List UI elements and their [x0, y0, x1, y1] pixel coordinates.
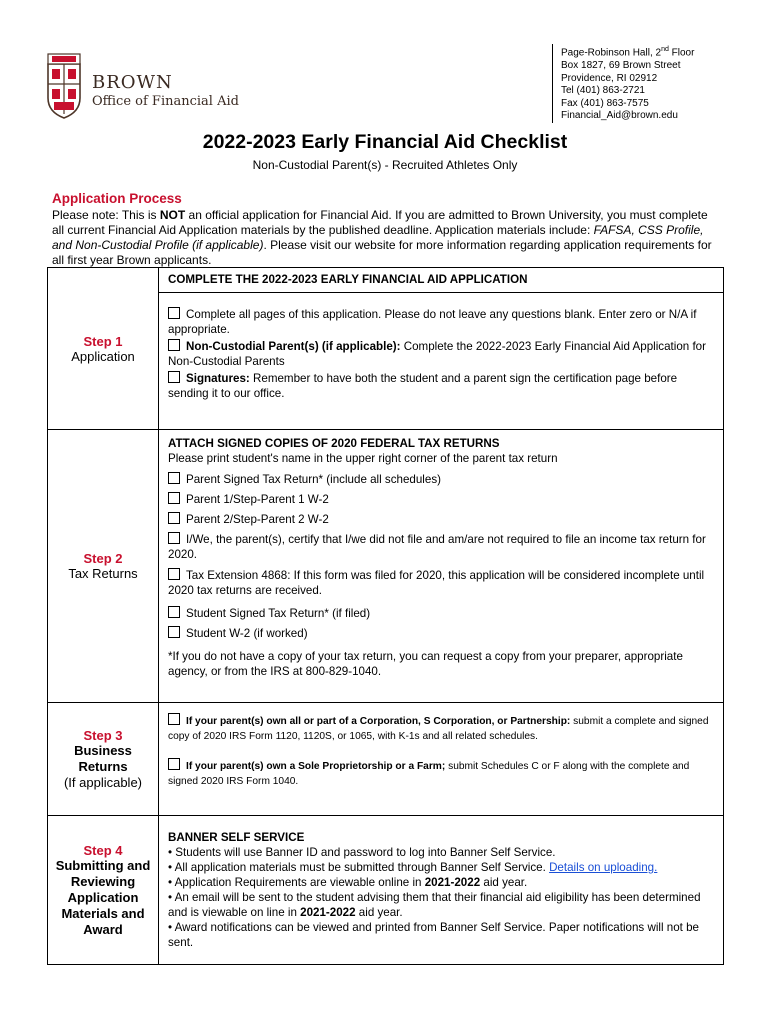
- step-label-cell: [48, 268, 159, 430]
- checkbox[interactable]: [168, 371, 180, 383]
- uploading-details-link[interactable]: Details on uploading.: [549, 861, 658, 874]
- checkbox[interactable]: [168, 713, 180, 725]
- step2-heading: ATTACH SIGNED COPIES OF 2020 FEDERAL TAX RETURNS: [168, 437, 500, 450]
- checkbox[interactable]: [168, 568, 180, 580]
- phone-line: Tel (401) 863-2721: [561, 85, 645, 97]
- step-number: Step 3: [83, 728, 123, 743]
- step-name: Application: [67, 889, 139, 905]
- step-label-cell: [48, 430, 159, 703]
- step-name: Application: [71, 348, 135, 364]
- page-title: 2022-2023 Early Financial Aid Checklist: [202, 131, 568, 153]
- step-number: Step 2: [83, 551, 123, 566]
- checkbox[interactable]: [168, 472, 180, 484]
- checklist-item: If your parent(s) own a Sole Proprietorship or a Farm; submit Schedules C or F along with the complete and signed 2020 IRS Form 1040.: [168, 758, 717, 789]
- step-label-cell: [48, 816, 159, 965]
- checkbox[interactable]: [168, 307, 180, 319]
- step-name: (If applicable): [63, 775, 143, 790]
- bullet-item: • Award notifications can be viewed and printed from Banner Self Service. Paper notifications will not be sent.: [168, 921, 700, 949]
- checklist-item: I/We, the parent(s), certify that I/we did not file and am/are not required to file an income tax return for 2020.: [168, 533, 706, 561]
- checklist-item: Parent 2/Step-Parent 2 W-2: [168, 512, 717, 527]
- checkbox[interactable]: [168, 339, 180, 351]
- header-row: COMPLETE THE 2022-2023 EARLY FINANCIAL AID APPLICATION: [159, 268, 724, 293]
- step-name: Submitting and: [55, 857, 151, 873]
- bullet-item: • Students will use Banner ID and password to log into Banner Self Service.: [168, 846, 556, 859]
- step-name: Reviewing: [70, 873, 136, 889]
- bullet-item: • An email will be sent to the student advising them that their financial aid eligibility has been determined and is viewable on line in 2021-2022 aid year.: [168, 891, 701, 919]
- email-line: Financial_Aid@brown.edu: [561, 110, 678, 122]
- step-label-cell: [48, 703, 159, 816]
- address-block: [552, 44, 694, 123]
- checklist-item: Tax Extension 4868: If this form was filed for 2020, this application will be considered incomplete until 2020 tax returns are received.: [168, 569, 705, 597]
- intro-paragraph: Please note: This is NOT an official application for Financial Aid. If you are admitted to Brown University, you must complete all current Financial Aid Application materials by the published deadline. Application materials include: FAFSA, CSS Profile, and Non-Custodial Profile (if applicable). Please visit our website for more information regarding application requirements for all first year Brown applicants.: [52, 208, 712, 267]
- step1-content: [159, 293, 724, 430]
- step-name: Returns: [78, 759, 128, 774]
- table-row: [48, 268, 724, 293]
- checkbox[interactable]: [168, 492, 180, 504]
- bullet-item: • All application materials must be submitted through Banner Self Service. Details on uploading.: [168, 861, 658, 874]
- checkbox[interactable]: [168, 758, 180, 770]
- table-row: [48, 816, 724, 965]
- logo-wordmark: BROWN: [92, 72, 173, 93]
- step4-heading: BANNER SELF SERVICE: [168, 831, 305, 844]
- address-line: Box 1827, 69 Brown Street: [561, 59, 681, 71]
- step4-content: [159, 816, 724, 965]
- table-row: [48, 703, 724, 816]
- checklist-item: Non-Custodial Parent(s) (if applicable): Complete the 2022-2023 Early Financial Aid Application for Non-Custodial Parents: [168, 340, 706, 368]
- logo-office-name: Office of Financial Aid: [92, 94, 239, 109]
- step-name: Business: [74, 743, 132, 758]
- brown-shield-icon: [44, 50, 84, 120]
- checklist-item: Complete all pages of this application. Please do not leave any questions blank. Enter zero or N/A if appropriate.: [168, 308, 697, 336]
- step3-content: [159, 703, 724, 816]
- checkbox[interactable]: [168, 512, 180, 524]
- checklist-item: Signatures: Remember to have both the student and a parent sign the certification page before sending it to our office.: [168, 372, 678, 400]
- step2-note: Please print student's name in the upper right corner of the parent tax return: [168, 452, 558, 465]
- checklist-table: [47, 267, 724, 965]
- checkbox[interactable]: [168, 626, 180, 638]
- tax-footnote: *If you do not have a copy of your tax return, you can request a copy from your preparer, appropriate agency, or from the IRS at 800-829-1040.: [168, 650, 683, 678]
- fax-line: Fax (401) 863-7575: [561, 97, 649, 109]
- checklist-item: Parent 1/Step-Parent 1 W-2: [168, 492, 717, 507]
- step-number: Step 4: [83, 842, 123, 858]
- brown-logo: [44, 50, 244, 122]
- checklist-item: Parent Signed Tax Return* (include all schedules): [168, 472, 717, 487]
- step-name: Materials and: [61, 905, 145, 921]
- checklist-item: Student W-2 (if worked): [168, 626, 717, 641]
- address-line: Providence, RI 02912: [561, 72, 658, 84]
- checklist-item: If your parent(s) own all or part of a Corporation, S Corporation, or Partnership: submit a complete and signed copy of 2020 IRS Form 1120, 1120S, or 1065, with K-1s and all related schedules.: [168, 713, 717, 744]
- table-row: [48, 430, 724, 703]
- section-heading: Application Process: [52, 191, 182, 206]
- step-number: Step 1: [83, 333, 123, 349]
- checkbox[interactable]: [168, 532, 180, 544]
- bullet-item: • Application Requirements are viewable online in 2021-2022 aid year.: [168, 876, 528, 889]
- address-line: Page-Robinson Hall, 2nd Floor: [561, 46, 695, 59]
- step-name: Award: [83, 921, 123, 937]
- checklist-item: Student Signed Tax Return* (if filed): [168, 606, 717, 621]
- step2-content: [159, 430, 724, 703]
- page-subtitle: Non-Custodial Parent(s) - Recruited Athletes Only: [252, 158, 518, 172]
- step-name: Tax Returns: [68, 566, 138, 581]
- checkbox[interactable]: [168, 606, 180, 618]
